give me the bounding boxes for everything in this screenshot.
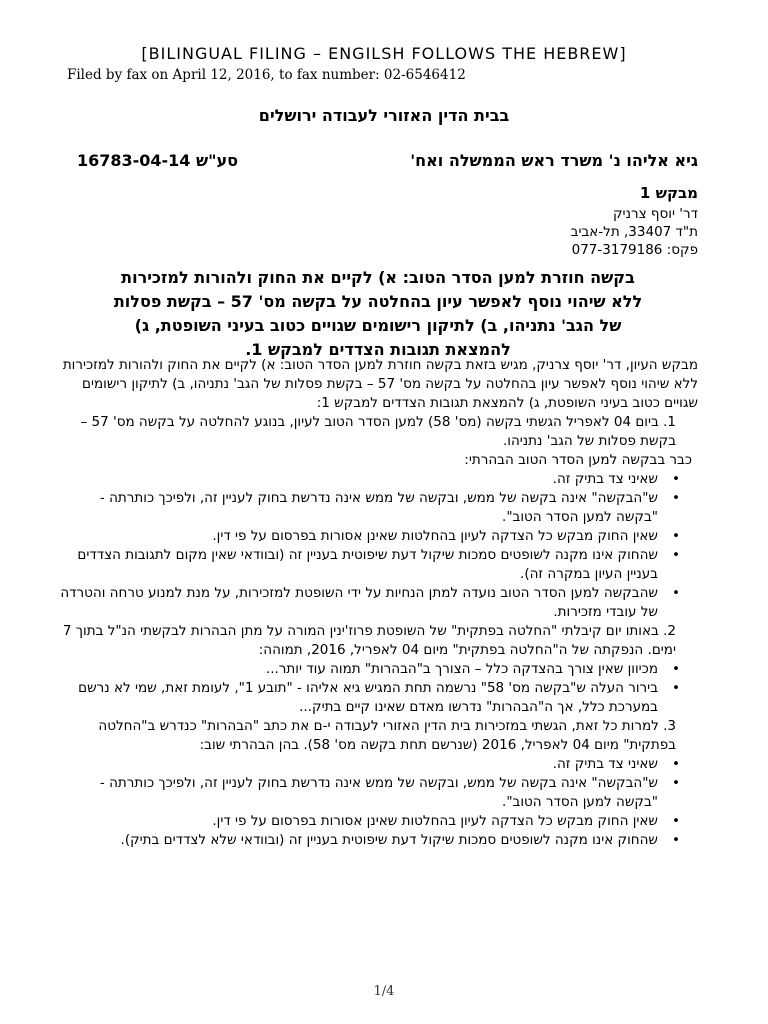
list-item: • שהבקשה למען הסדר הטוב נועדה למתן הנחיות על ידי השופטת למזכירות, על מנת למנוע טרחה והטרדה של עובדי מזכירות. — [58, 584, 658, 622]
bilingual-banner: [BILINGUAL FILING – ENGILSH FOLLOWS THE HEBREW] — [141, 44, 627, 63]
list-item: • שאיני צד בתיק זה. — [58, 755, 658, 774]
list-item: • שאיני צד בתיק זה. — [58, 470, 658, 489]
bullet-list-3 — [58, 755, 698, 850]
case-identifier — [77, 150, 238, 172]
applicant-address: ת"ד 33407, תל-אביב — [570, 224, 698, 240]
intro-paragraph: מבקש העיון, דר' יוסף צרניק, מגיש בזאת בקשה חוזרת למען הסדר הטוב: א) לקיים את החוק ולהורות למזכירות ללא שיהוי נוסף לאפשר עיון בהחלטה על בקשה מס' 57 – בקשת פסלות של הגב' נתניהו, ב) לתיקון רישומים שגויים כטוב בעיני השופטת, ג) להמצאת תגובות הצדדים למבקש 1: — [62, 357, 698, 411]
paragraph-2: 2. באותו יום קיבלתי "החלטה בפתקית" של השופטת פרוז'ינין המורה על מתן הבהרות לבקשתי הנ"ל בתוך 7 ימים. הנפקתה של ה"החלטה בפתקית" מיום 04 לאפריל, 2016, תמוהה: — [62, 623, 676, 658]
motion-title: מבקש 1 — [639, 184, 698, 202]
paragraph-3: 3. למרות כל זאת, הגשתי במזכירות בית הדין האזורי לעבודה י-ם את כתב "הבהרות" כנדרש ב"החלטה בפתקית" מיום 04 לאפריל, 2016 (שנרשם תחת בקשה מס' 58). בהן הבהרתי שוב: — [98, 718, 676, 753]
paragraph-1-lead: כבר בבקשה למען הסדר הטוב הבהרתי: — [464, 452, 692, 468]
list-item: • ש"הבקשה" אינה בקשה של ממש, ובקשה של ממש אינה נדרשת בחוק לעניין זה, ולפיכך כותרתה - "בקשה למען הסדר הטוב". — [58, 774, 658, 812]
list-item: • שהחוק אינו מקנה לשופטים סמכות שיקול דעת שיפוטית בעניין זה (ובוודאי שאין מקום לתגובות הצדדים בעניין העיון במקרה זה). — [58, 546, 658, 584]
subject-line: של הגב' נתניהו, ב) לתיקון רישומים שגויים כטוב בעיני השופטת, ג) — [134, 316, 622, 335]
paragraph-1: 1. ביום 04 לאפריל הגשתי בקשה (מס' 58) למען הסדר הטוב לעיון, בנוגע להחלטה על בקשה מס' 57 – בקשת פסלות של הגב' נתניהו. — [80, 414, 676, 449]
motion-body — [58, 356, 698, 850]
motion-subject — [58, 266, 698, 362]
bullet-list-1 — [58, 470, 698, 622]
applicant-name: דר' יוסף צרניק — [612, 206, 698, 222]
case-type: סע"ש — [196, 151, 238, 170]
bullet-list-2 — [58, 660, 698, 717]
page-number: 1/4 — [373, 984, 395, 999]
subject-line: בקשה חוזרת למען הסדר הטוב: א) לקיים את החוק ולהורות למזכירות — [121, 268, 635, 287]
case-parties: גיא אליהו נ' משרד ראש הממשלה ואח' — [410, 151, 698, 170]
list-item: • מכיוון שאין צורך בהצדקה כלל – הצורך ב"הבהרות" תמוה עוד יותר... — [58, 660, 658, 679]
list-item: • שאין החוק מבקש כל הצדקה לעיון בהחלטות שאינן אסורות בפרסום על פי דין. — [58, 527, 658, 546]
court-name: בבית הדין האזורי לעבודה ירושלים — [258, 106, 510, 125]
list-item: • בירור העלה ש"בקשה מס' 58" נרשמה תחת המגיש גיא אליהו - "תובע 1", לעומת זאת, שמי לא נרשם במערכת כלל, אך ה"הבהרות" נדרשו מאדם שאינו קיים בתיק... — [58, 679, 658, 717]
list-item: • שאין החוק מבקש כל הצדקה לעיון בהחלטות שאינן אסורות בפרסום על פי דין. — [58, 812, 658, 831]
applicant-fax: פקס: 077-3179186 — [571, 242, 698, 258]
fax-filing-line: Filed by fax on April 12, 2016, to fax number: 02-6546412 — [67, 67, 466, 83]
list-item: • שהחוק אינו מקנה לשופטים סמכות שיקול דעת שיפוטית בעניין זה (ובוודאי שלא לצדדים בתיק). — [58, 831, 658, 850]
applicant-block — [58, 205, 698, 259]
list-item: • ש"הבקשה" אינה בקשה של ממש, ובקשה של ממש אינה נדרשת בחוק לעניין זה, ולפיכך כותרתה - "בקשה למען הסדר הטוב". — [58, 489, 658, 527]
case-number: 16783-04-14 — [76, 151, 191, 170]
subject-line: ללא שיהוי נוסף לאפשר עיון בהחלטה על בקשה מס' 57 – בקשת פסלות — [113, 292, 643, 311]
subject-line: להמצאת תגובות הצדדים למבקש 1. — [245, 340, 511, 359]
